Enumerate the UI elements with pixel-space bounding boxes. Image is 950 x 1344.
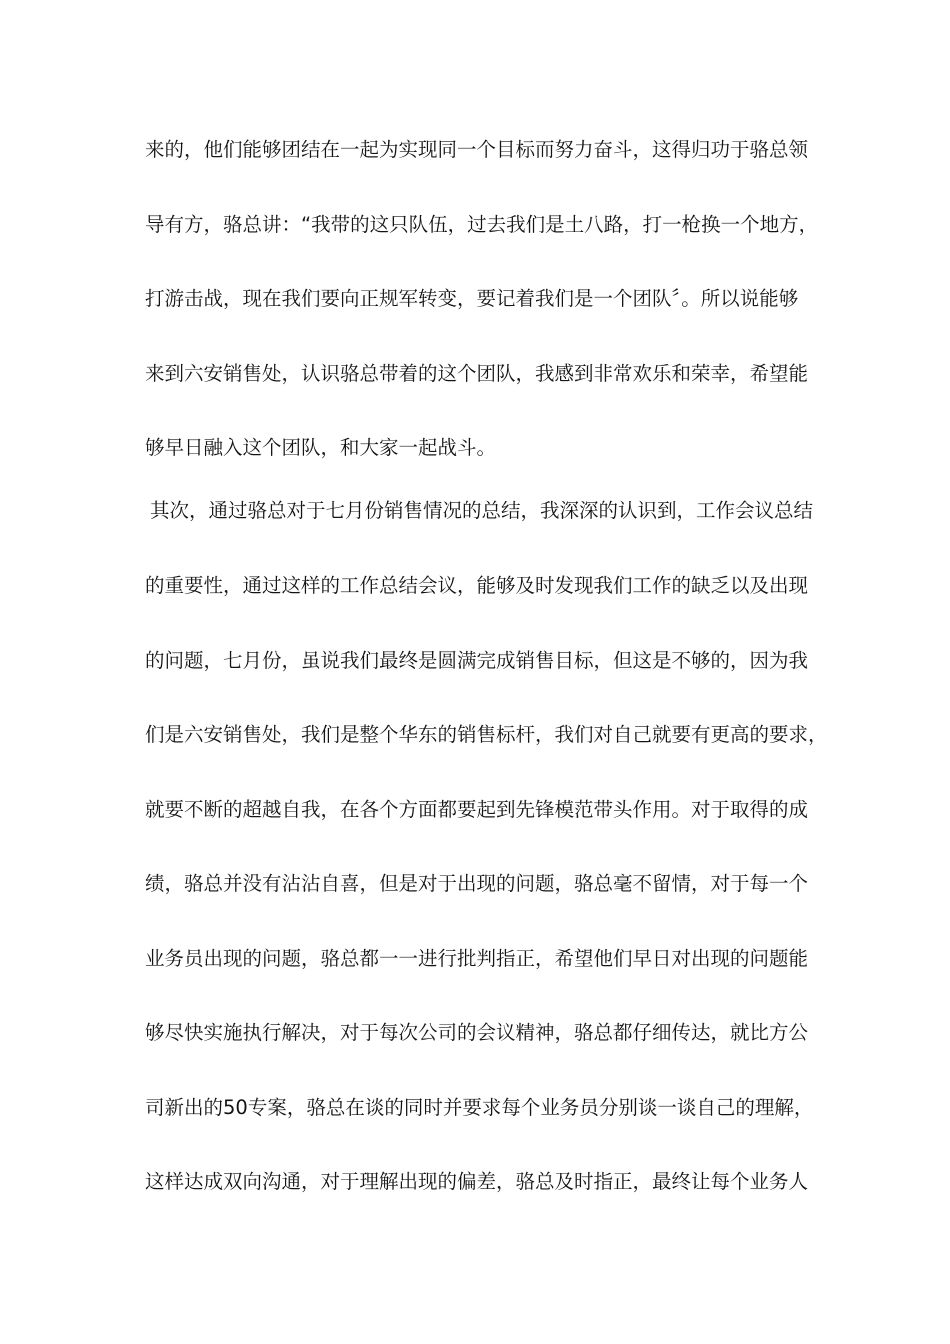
text-line: 够尽快实施执行解决，对于每次公司的会议精神，骆总都仔细传达，就比方公 <box>145 1021 809 1044</box>
text-line: 这样达成双向沟通，对于理解出现的偏差，骆总及时指正，最终让每个业务人 <box>145 1170 809 1193</box>
text-line: 的问题，七月份，虽说我们最终是圆满完成销售目标，但这是不够的，因为我 <box>145 649 809 672</box>
text-line: 就要不断的超越自我，在各个方面都要起到先锋模范带头作用。对于取得的成 <box>145 798 809 821</box>
text-line: 们是六安销售处，我们是整个华东的销售标杆，我们对自己就要有更高的要求， <box>145 723 828 746</box>
text-line: 来的，他们能够团结在一起为实现同一个目标而努力奋斗，这得归功于骆总领 <box>145 138 809 161</box>
text-line: 导有方，骆总讲：“我带的这只队伍，过去我们是土八路，打一枪换一个地方， <box>145 213 819 236</box>
text-line: 业务员出现的问题，骆总都一一进行批判指正，希望他们早日对出现的问题能 <box>145 947 809 970</box>
text-line: 够早日融入这个团队，和大家一起战斗。 <box>145 436 497 459</box>
text-line: 来到六安销售处，认识骆总带着的这个团队，我感到非常欢乐和荣幸，希望能 <box>145 362 809 385</box>
text-line: 打游击战，现在我们要向正规军转变，要记着我们是一个团队〞。所以说能够 <box>145 287 799 310</box>
text-line: 司新出的50专案，骆总在谈的同时并要求每个业务员分别谈一谈自己的理解， <box>145 1096 814 1119</box>
text-line: 的重要性，通过这样的工作总结会议，能够及时发现我们工作的缺乏以及出现 <box>145 574 809 597</box>
text-line: 绩，骆总并没有沾沾自喜，但是对于出现的问题，骆总毫不留情，对于每一个 <box>145 872 809 895</box>
paragraph-start-line: 其次，通过骆总对于七月份销售情况的总结，我深深的认识到，工作会议总结 <box>150 499 814 522</box>
